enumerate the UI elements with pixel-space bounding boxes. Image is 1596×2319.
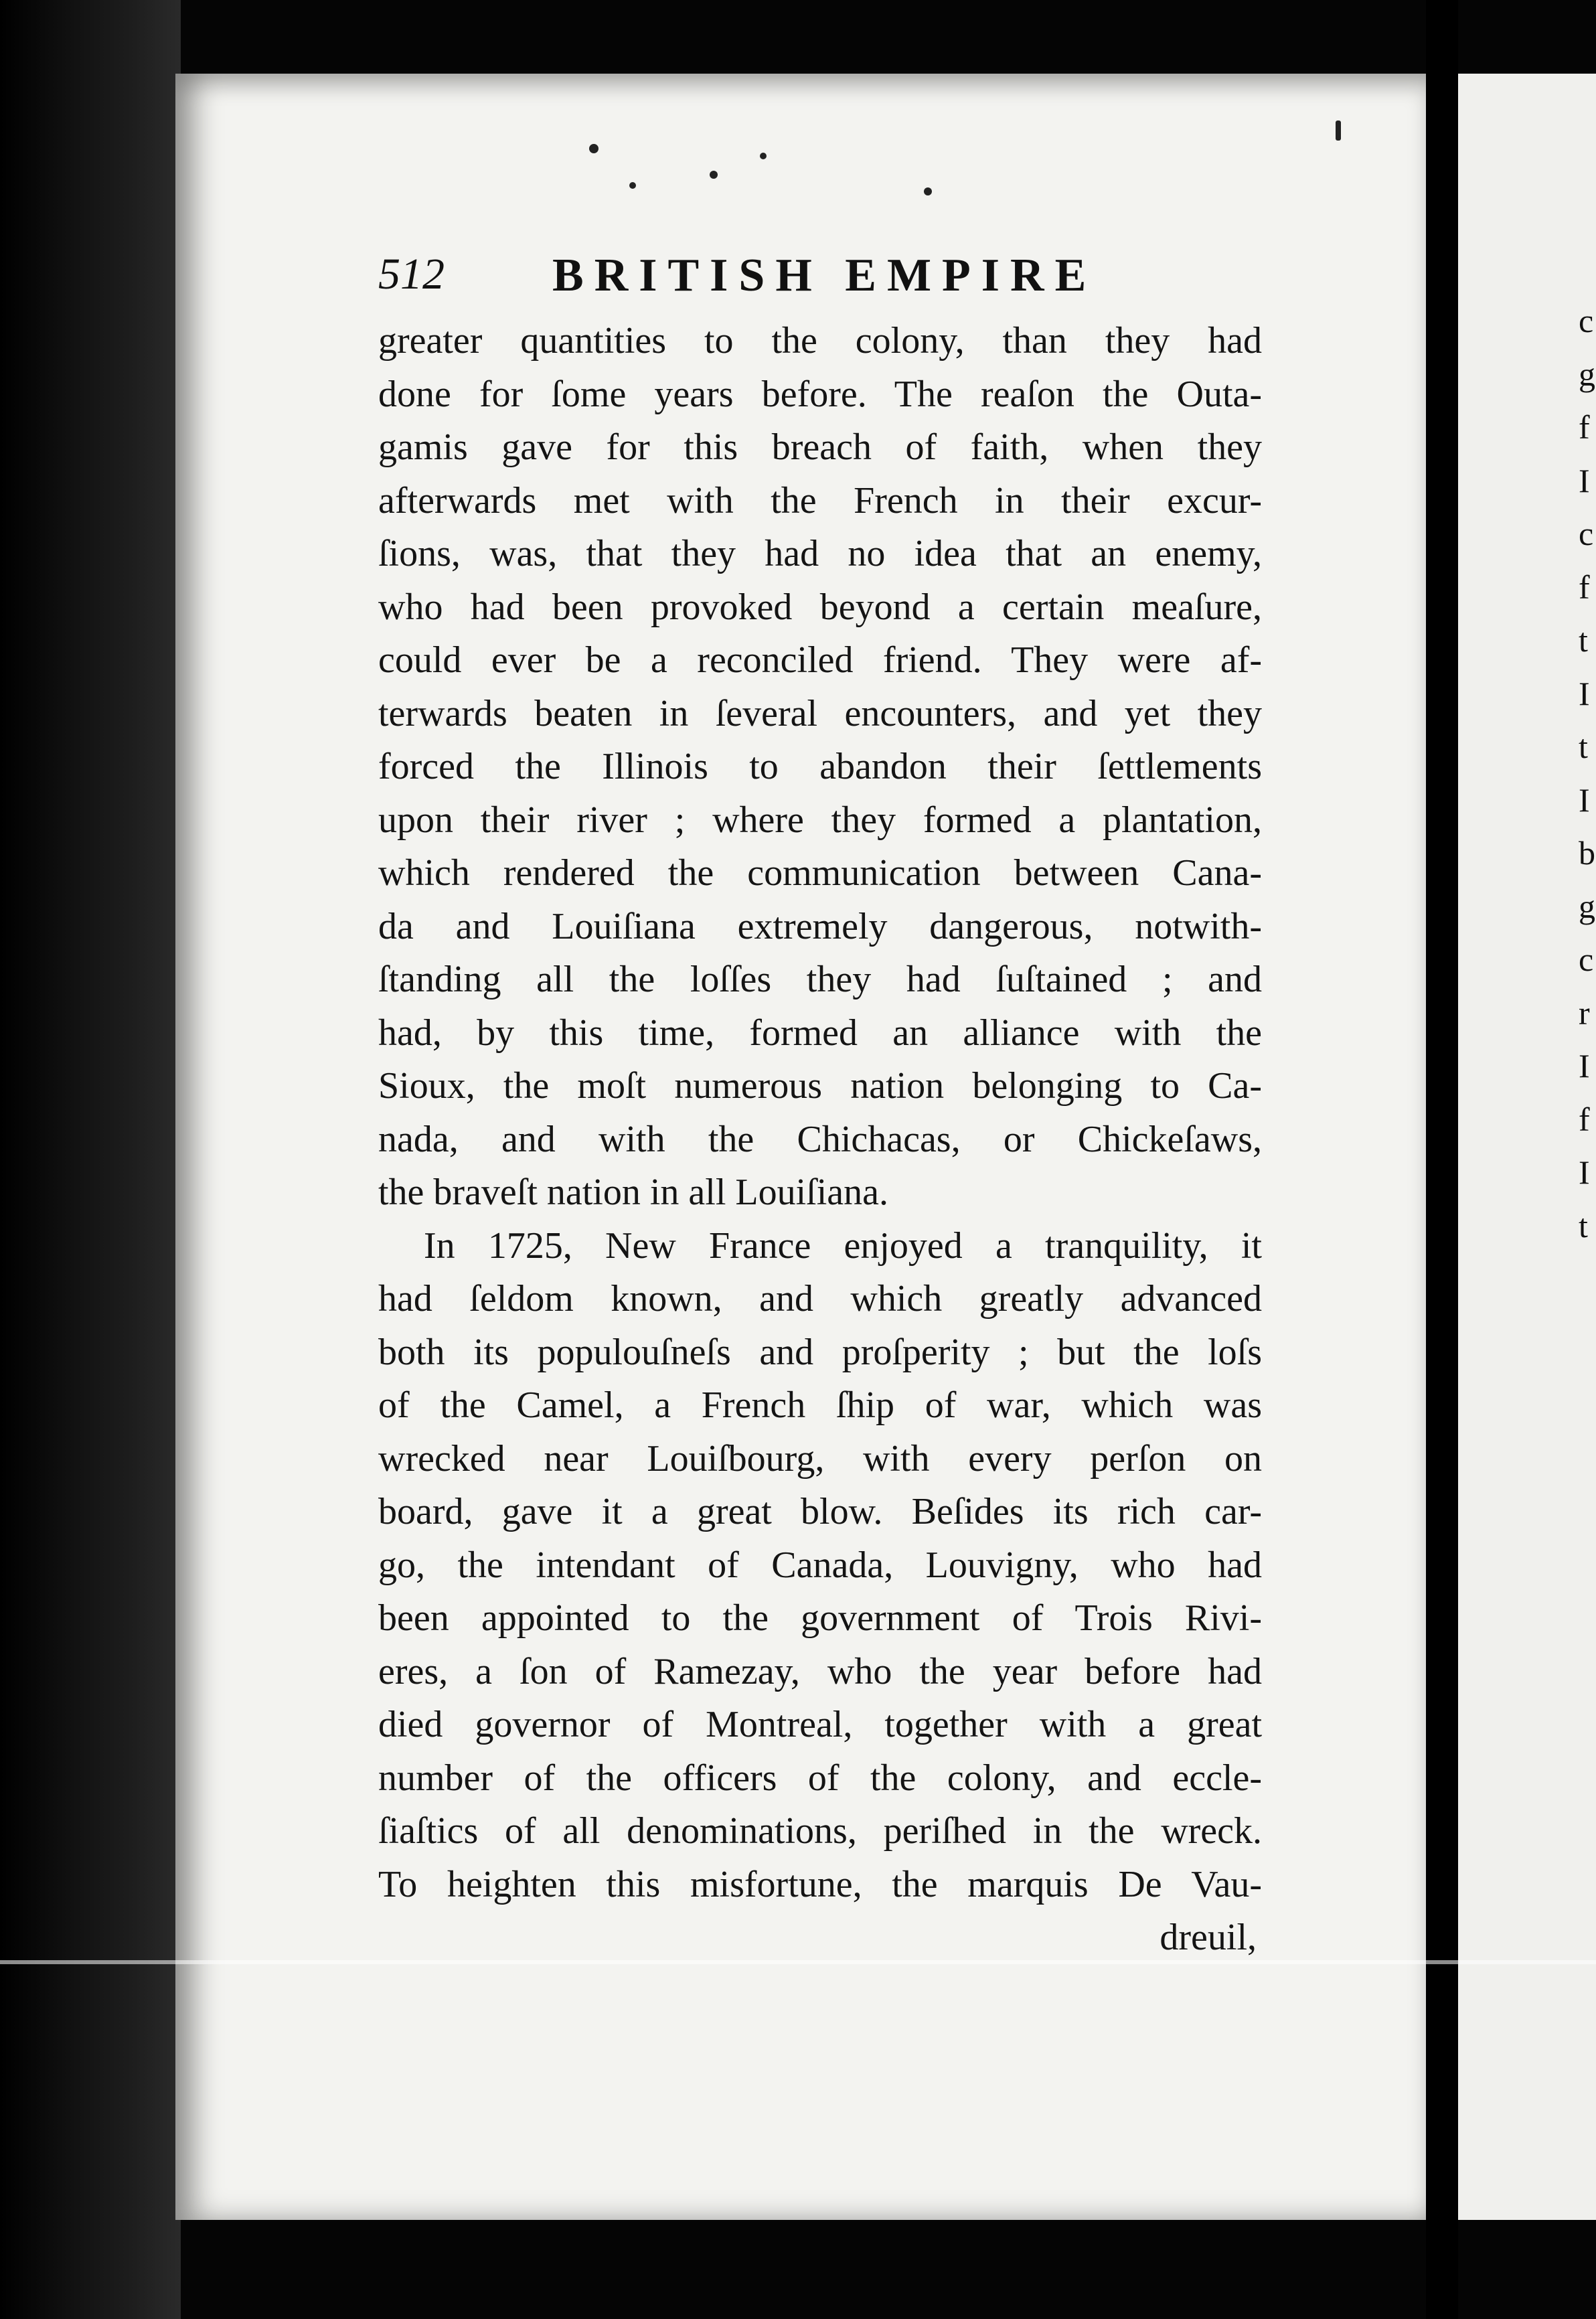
catchword: dreuil, bbox=[1160, 1917, 1257, 1958]
facing-letter: I bbox=[1579, 674, 1590, 712]
facing-letter: c bbox=[1579, 941, 1594, 978]
scan-artifact-line bbox=[0, 1960, 1596, 1964]
facing-letter: t bbox=[1579, 728, 1588, 765]
text-line: forced the Illinois to abandon their ſettlements bbox=[378, 746, 1262, 787]
facing-letter: t bbox=[1579, 621, 1588, 659]
facing-letter: f bbox=[1579, 1100, 1590, 1138]
text-line: died governor of Montreal, together with a great bbox=[378, 1704, 1262, 1745]
ink-speck bbox=[1336, 121, 1341, 141]
text-line: both its populouſneſs and proſperity ; but the loſs bbox=[378, 1331, 1262, 1373]
text-line: of the Camel, a French ſhip of war, which was bbox=[378, 1384, 1262, 1426]
running-head: BRITISH EMPIRE bbox=[552, 250, 1097, 301]
facing-letter: I bbox=[1579, 1153, 1590, 1191]
facing-letter: I bbox=[1579, 461, 1590, 499]
ink-speck bbox=[629, 182, 636, 189]
text-line: ſions, was, that they had no idea that an enemy, bbox=[378, 533, 1262, 574]
facing-letter: g bbox=[1579, 887, 1595, 925]
text-line: terwards beaten in ſeveral encounters, and yet they bbox=[378, 692, 1262, 734]
facing-letter: c bbox=[1579, 515, 1594, 552]
ink-speck bbox=[924, 187, 932, 195]
text-line: had ſeldom known, and which greatly advanced bbox=[378, 1278, 1262, 1320]
text-line: gamis gave for this breach of faith, when they bbox=[378, 426, 1262, 468]
text-line: board, gave it a great blow. Beſides its rich car- bbox=[378, 1491, 1262, 1532]
text-line: Sioux, the moſt numerous nation belonging to Ca- bbox=[378, 1065, 1262, 1107]
facing-letter: I bbox=[1579, 781, 1590, 819]
text-line: which rendered the communication between Cana- bbox=[378, 852, 1262, 894]
text-line: ſiaſtics of all denominations, periſhed in the wreck. bbox=[378, 1810, 1262, 1852]
text-line: done for ſome years before. The reaſon the Outa- bbox=[378, 373, 1262, 415]
facing-letter: g bbox=[1579, 355, 1595, 393]
text-line: been appointed to the government of Trois Rivi- bbox=[378, 1597, 1262, 1639]
facing-letter: f bbox=[1579, 568, 1590, 606]
text-line: wrecked near Louiſbourg, with every perſon on bbox=[378, 1437, 1262, 1480]
text-line: number of the officers of the colony, and eccle- bbox=[378, 1757, 1262, 1799]
text-line: da and Louiſiana extremely dangerous, notwith- bbox=[378, 905, 1262, 947]
text-line: had, by this time, formed an alliance with the bbox=[378, 1012, 1262, 1054]
page-header bbox=[378, 249, 1262, 309]
facing-letter: b bbox=[1579, 834, 1595, 872]
text-line: In 1725, New France enjoyed a tranquility, it bbox=[424, 1224, 1262, 1267]
ink-speck bbox=[760, 153, 767, 159]
page-number: 512 bbox=[378, 250, 445, 299]
facing-letter: I bbox=[1579, 1047, 1590, 1085]
ink-speck bbox=[710, 171, 718, 179]
page-gutter-gap bbox=[1426, 0, 1458, 2319]
text-line: To heighten this misfortune, the marquis De Vau- bbox=[378, 1863, 1262, 1905]
facing-letter: f bbox=[1579, 408, 1590, 446]
body-text bbox=[378, 315, 1262, 1965]
text-line: go, the intendant of Canada, Louvigny, who had bbox=[378, 1544, 1262, 1586]
text-line: could ever be a reconciled friend. They were af- bbox=[378, 639, 1262, 681]
text-line: ſtanding all the loſſes they had ſuſtained ; and bbox=[378, 959, 1262, 1000]
ink-speck bbox=[589, 144, 598, 153]
text-line: upon their river ; where they formed a plantation, bbox=[378, 799, 1262, 841]
facing-page bbox=[1458, 74, 1596, 2220]
facing-letter: t bbox=[1579, 1206, 1588, 1245]
left-gutter bbox=[0, 0, 181, 2319]
text-line: afterwards met with the French in their excur- bbox=[378, 479, 1262, 522]
text-line: eres, a ſon of Ramezay, who the year before had bbox=[378, 1650, 1262, 1692]
text-line: the braveſt nation in all Louiſiana. bbox=[378, 1172, 888, 1213]
facing-page-text-fragment bbox=[1579, 295, 1596, 1253]
text-line: who had been provoked beyond a certain meaſure, bbox=[378, 586, 1262, 628]
facing-letter: c bbox=[1579, 302, 1594, 339]
text-line: greater quantities to the colony, than they had bbox=[378, 320, 1262, 362]
text-line: nada, and with the Chichacas, or Chickeſaws, bbox=[378, 1118, 1262, 1160]
facing-letter: r bbox=[1579, 993, 1590, 1032]
